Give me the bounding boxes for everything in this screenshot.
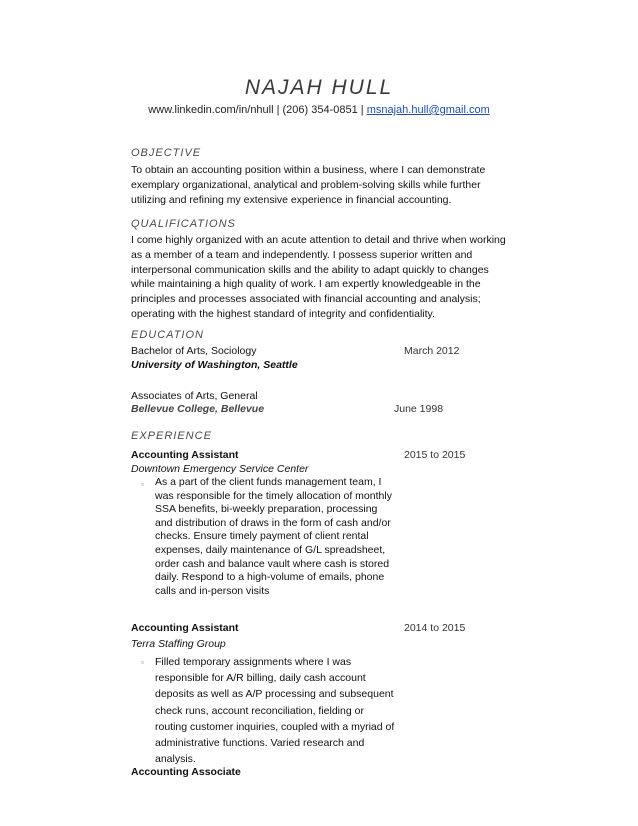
contact-details: www.linkedin.com/in/nhull | (206) 354-0851 | (148, 104, 367, 116)
job-company: Terra Staffing Group (131, 638, 226, 650)
job-title: Accounting Assistant (131, 622, 239, 634)
education-degree: Associates of Arts, General (131, 390, 258, 402)
education-school: Bellevue College, Bellevue (131, 403, 265, 415)
objective-text: To obtain an accounting position within a business, where I can demonstrate exemplary organizational, analytical and problem-solving skills while further utilizing and refining my extensive experience in financial accounting. (131, 164, 486, 206)
bullet-icon: ▫ (141, 480, 144, 489)
job-dates: 2014 to 2015 (404, 622, 466, 634)
candidate-name: NAJAH HULL (244, 76, 394, 99)
job-dates: 2015 to 2015 (404, 449, 466, 461)
education-school: University of Washington, Seattle (131, 359, 298, 371)
education-heading: EDUCATION (131, 329, 204, 341)
qualifications-heading: QUALIFICATIONS (131, 218, 236, 230)
education-date: March 2012 (404, 345, 460, 357)
job-title: Accounting Assistant (131, 449, 239, 461)
education-date: June 1998 (394, 403, 444, 415)
contact-line (0, 104, 638, 116)
job-company: Downtown Emergency Service Center (131, 463, 309, 475)
experience-heading: EXPERIENCE (131, 430, 212, 442)
job-bullet-text: As a part of the client funds management team, I was responsible for the timely allocation of monthly SSA benefits, bi-weekly preparation, processing and distribution of draws in the form of cash and/or checks. Ensure timely payment of client rental expenses, daily maintenance of G/L spreadsheet, order cash and balance vault where cash is stored daily. Respond to a high-volume of emails, phone calls and in-person visits (155, 476, 392, 597)
education-degree: Bachelor of Arts, Sociology (131, 345, 257, 357)
bullet-icon: ▫ (141, 658, 144, 667)
job-bullet-text: Filled temporary assignments where I was responsible for A/R billing, daily cash account deposits as well as A/P processing and subsequent check runs, account reconciliation, fielding or routing customer inquiries, coupled with a myriad of administrative functions. Varied research and analysis. (155, 656, 395, 766)
job-title: Accounting Associate (131, 766, 241, 778)
qualifications-text: I come highly organized with an acute attention to detail and thrive when working as a member of a team and independently. I possess superior written and interpersonal communication skills and the ability to adapt quickly to changes while maintaining a high quality of work. I am expertly knowledgeable in the principles and processes associated with financial accounting and analysis; operating with the highest standard of integrity and confidentiality. (131, 234, 506, 320)
email-link[interactable]: msnajah.hull@gmail.com (366, 104, 490, 116)
objective-heading: OBJECTIVE (131, 147, 202, 159)
